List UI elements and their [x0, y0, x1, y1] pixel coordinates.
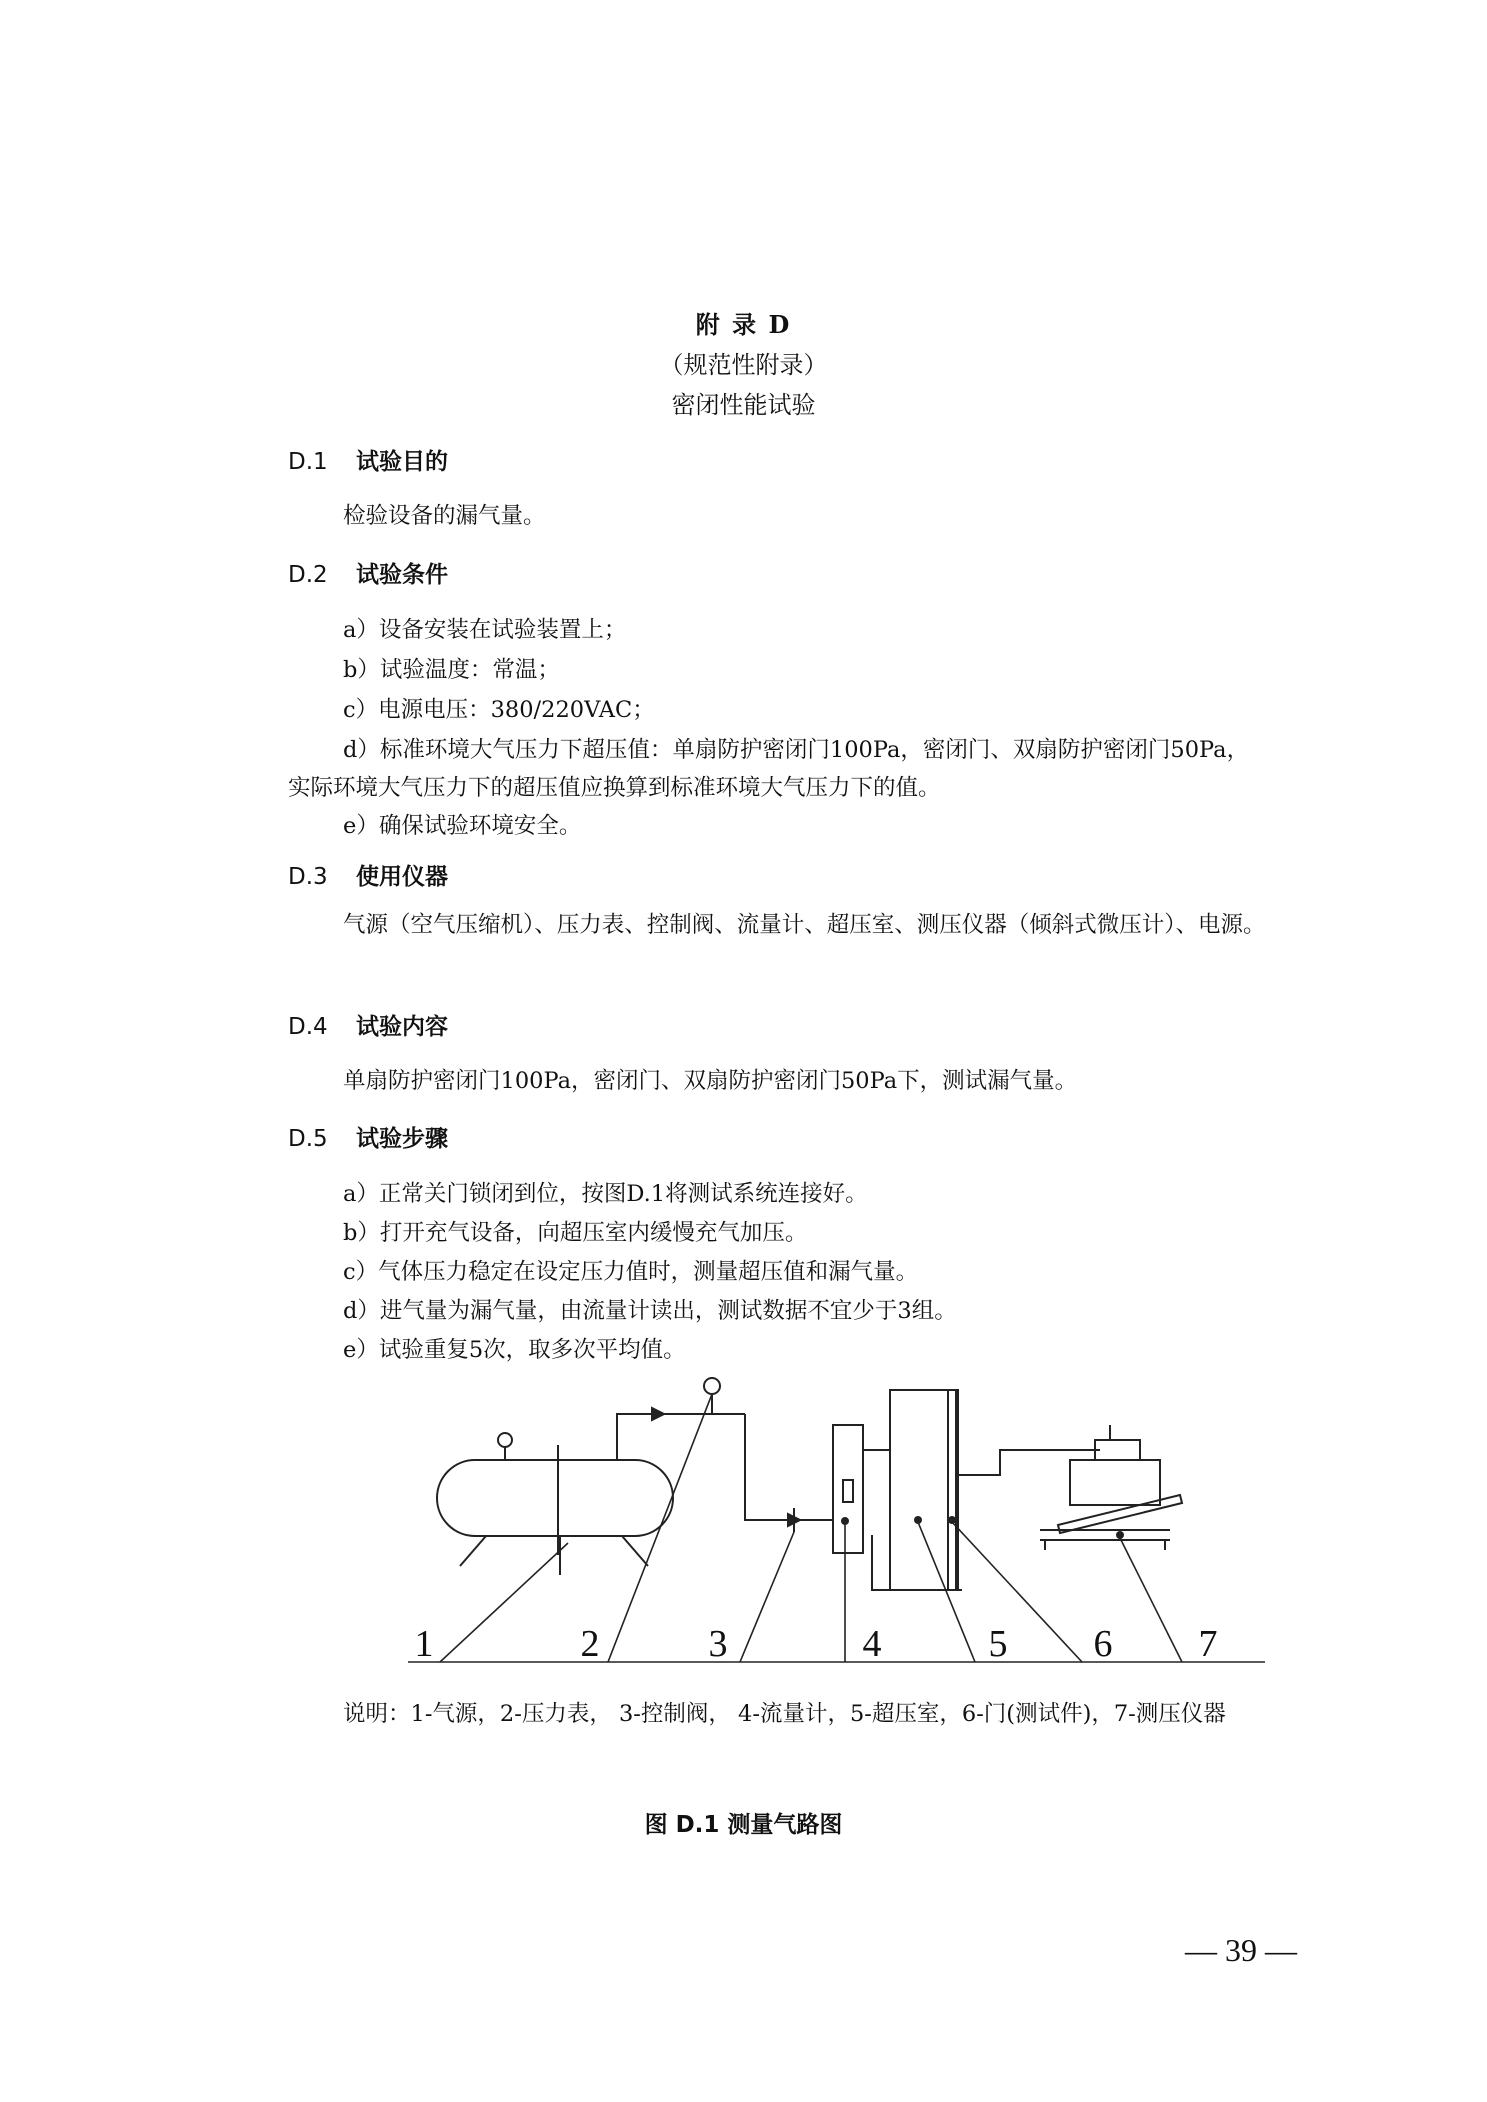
list-item: a）设备安装在试验装置上； — [343, 617, 627, 643]
section-number: D.2 — [288, 562, 328, 588]
section-title: 使用仪器 — [356, 864, 448, 890]
list-item: d）进气量为漏气量，由流量计读出，测试数据不宜少于3组。 — [343, 1298, 957, 1324]
list-item: a）正常关门锁闭到位，按图D.1将测试系统连接好。 — [343, 1181, 868, 1207]
section-title: 试验步骤 — [356, 1126, 448, 1152]
page-number: — 39 — — [1185, 1932, 1297, 1968]
paragraph-d1: 检验设备的漏气量。 — [343, 503, 546, 529]
overpressure-chamber-icon — [872, 1390, 962, 1590]
appendix-heading: 附 录 D — [695, 310, 792, 339]
pipe-line — [617, 1414, 745, 1460]
appendix-title: 密闭性能试验 — [671, 391, 816, 419]
figure-caption: 图 D.1 测量气路图 — [644, 1812, 843, 1838]
paragraph-d4: 单扇防护密闭门100Pa，密闭门、双扇防护密闭门50Pa下，测试漏气量。 — [343, 1068, 1078, 1094]
figure-label: 6 — [1093, 1623, 1113, 1665]
flowmeter-icon — [833, 1425, 863, 1553]
figure-label: 5 — [988, 1623, 1008, 1665]
section-title: 试验条件 — [356, 562, 448, 588]
paragraph-d3: 气源（空气压缩机）、压力表、控制阀、流量计、超压室、测压仪器（倾斜式微压计）、电源。 — [343, 912, 1266, 938]
control-valve-icon — [788, 1508, 800, 1532]
list-item: c）电源电压：380/220VAC； — [343, 697, 655, 723]
section-title: 试验目的 — [356, 449, 448, 475]
pipe-line — [958, 1450, 1100, 1475]
section-number: D.3 — [288, 864, 328, 890]
list-item: c）气体压力稳定在设定压力值时，测量超压值和漏气量。 — [343, 1259, 919, 1285]
section-number: D.1 — [288, 449, 328, 475]
figure-label: 1 — [414, 1623, 434, 1665]
air-tank-icon — [437, 1433, 673, 1575]
figure-label: 4 — [862, 1623, 882, 1665]
pipe-line — [745, 1414, 795, 1520]
section-title: 试验内容 — [356, 1014, 448, 1040]
list-item-continuation: 实际环境大气压力下的超压值应换算到标准环境大气压力下的值。 — [288, 775, 941, 801]
appendix-type: （规范性附录） — [659, 351, 828, 379]
section-number: D.5 — [288, 1126, 328, 1152]
list-item: b）试验温度：常温； — [343, 657, 560, 683]
list-item: e）确保试验环境安全。 — [343, 813, 582, 839]
list-item: e）试验重复5次，取多次平均值。 — [343, 1337, 686, 1363]
section-number: D.4 — [288, 1014, 328, 1040]
figure-label: 2 — [580, 1623, 600, 1665]
leader-lines — [408, 1394, 1265, 1662]
list-item: d）标准环境大气压力下超压值：单扇防护密闭门100Pa，密闭门、双扇防护密闭门50Pa， — [343, 737, 1250, 763]
figure-note: 说明：1-气源，2-压力表， 3-控制阀， 4-流量计，5-超压室，6-门(测试件)，7-测压仪器 — [343, 1701, 1226, 1727]
figure-label: 3 — [708, 1623, 728, 1665]
micromanometer-icon — [1040, 1425, 1182, 1550]
figure-label: 7 — [1198, 1623, 1218, 1665]
list-item: b）打开充气设备，向超压室内缓慢充气加压。 — [343, 1220, 808, 1246]
